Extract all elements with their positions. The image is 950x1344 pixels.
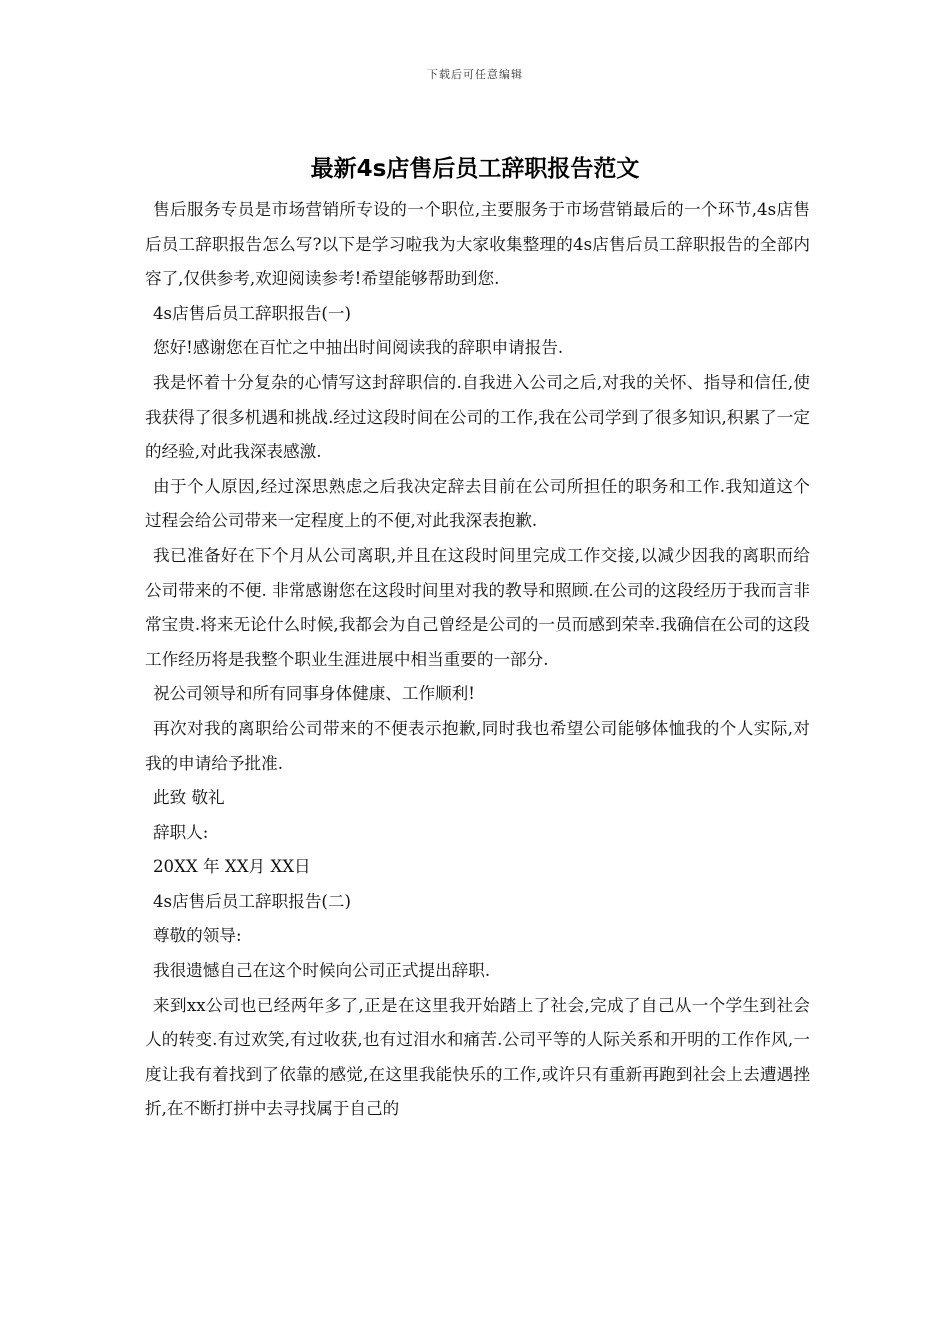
paragraph: 来到xx公司也已经两年多了,正是在这里我开始踏上了社会,完成了自己从一个学生到社会人的转变.有过欢笑,有过收获,也有过泪水和痛苦.公司平等的人际关系和开明的工作作风,一度让我有着找到了依靠的感觉,在这里我能快乐的工作,或许只有重新再跑到社会上去遭遇挫折,在不断打拼中去寻找属于自己的: [145, 995, 810, 1119]
document-title: 最新4s店售后员工辞职报告范文: [310, 156, 640, 182]
paragraph: 再次对我的离职给公司带来的不便表示抱歉,同时我也希望公司能够体恤我的个人实际,对我的申请给予批准.: [145, 718, 810, 773]
greeting: 您好!感谢您在百忙之中抽出时间阅读我的辞职申请报告.: [153, 338, 564, 358]
document-body: [145, 193, 810, 1127]
paragraph-intro: 售后服务专员是市场营销所专设的一个职位,主要服务于市场营销最后的一个环节,4s店售后员工辞职报告怎么写?以下是学习啦我为大家收集整理的4s店售后员工辞职报告的全部内容了,仅供参考,欢迎阅读参考!希望能够帮助到您.: [145, 200, 810, 289]
paragraph: 我很遗憾自己在这个时候向公司正式提出辞职.: [153, 961, 491, 981]
header-note: 下载后可任意编辑: [427, 68, 523, 81]
closing-salutation: 此致 敬礼: [153, 788, 225, 808]
date-line: 20XX 年 XX月 XX日: [153, 857, 311, 877]
greeting: 尊敬的领导:: [153, 926, 242, 946]
paragraph: 我是怀着十分复杂的心情写这封辞职信的.自我进入公司之后,对我的关怀、指导和信任,使我获得了很多机遇和挑战.经过这段时间在公司的工作,我在公司学到了很多知识,积累了一定的经验,对此我深表感激.: [145, 372, 810, 462]
paragraph: 由于个人原因,经过深思熟虑之后我决定辞去目前在公司所担任的职务和工作.我知道这个过程会给公司带来一定程度上的不便,对此我深表抱歉.: [145, 476, 810, 531]
section-heading-one: 4s店售后员工辞职报告(一): [153, 303, 351, 323]
paragraph: 祝公司领导和所有同事身体健康、工作顺利!: [153, 684, 475, 704]
section-heading-two: 4s店售后员工辞职报告(二): [153, 891, 351, 911]
signature-label: 辞职人:: [153, 822, 209, 842]
paragraph: 我已准备好在下个月从公司离职,并且在这段时间里完成工作交接,以减少因我的离职而给公司带来的不便. 非常感谢您在这段时间里对我的教导和照顾.在公司的这段经历于我而言非常宝贵.将来无论什么时候,我都会为自己曾经是公司的一员而感到荣幸.我确信在公司的这段工作经历将是我整个职业生涯进展中相当重要的一部分.: [145, 545, 810, 669]
